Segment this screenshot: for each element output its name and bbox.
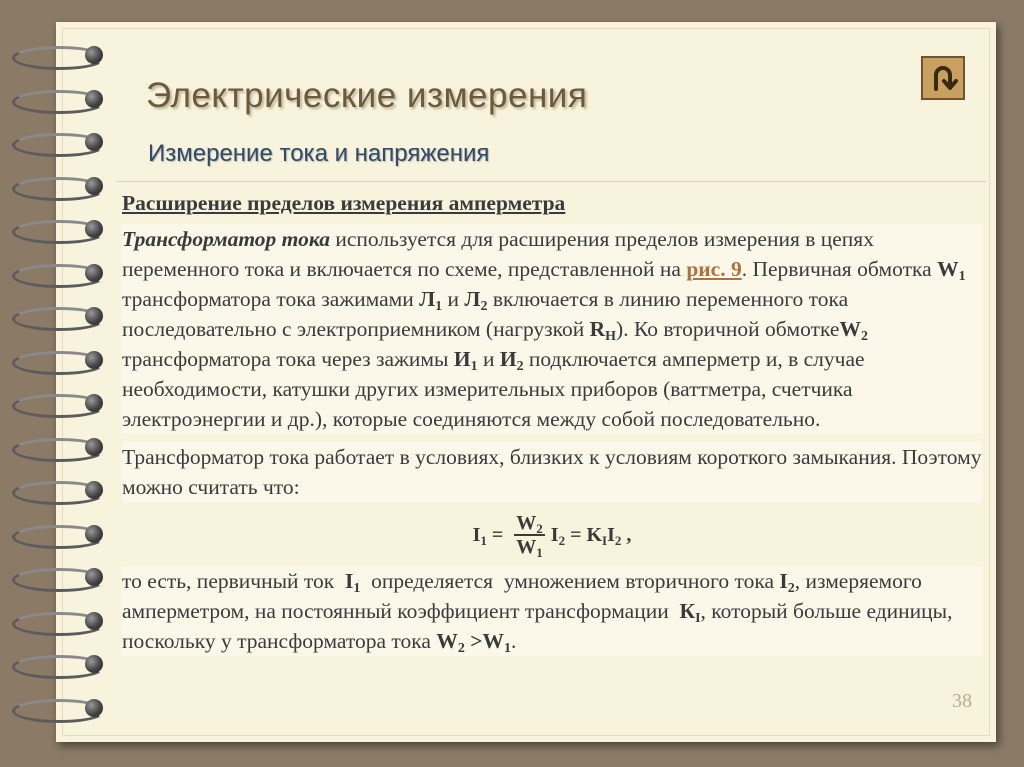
formula-i2-end: $I_2$ bbox=[607, 524, 622, 548]
binding-ring bbox=[12, 127, 108, 157]
formula-k: $K_I$ bbox=[586, 524, 608, 548]
text-run: и bbox=[442, 287, 465, 311]
text-run: трансформатора тока через зажимы bbox=[122, 347, 454, 371]
symbol-i1: $I_1$ bbox=[344, 569, 361, 596]
symbol-i1-terminal: $И_1$ bbox=[453, 347, 478, 374]
term-current-transformer: Трансформатор тока bbox=[122, 227, 330, 251]
text-run: включается в линию переменного тока последовательно с электроприемником (нагрузкой bbox=[122, 287, 849, 341]
lecture-content bbox=[122, 188, 982, 656]
binding-ring bbox=[12, 432, 108, 462]
page-title: Электрические измерения bbox=[146, 76, 588, 115]
paragraph-short-circuit: Трансформатор тока работает в условиях, близких к условиям короткого замыкания. Поэтому можно считать что: bbox=[122, 442, 982, 502]
return-button[interactable] bbox=[921, 56, 965, 100]
symbol-w2: $W_2$ bbox=[839, 317, 868, 344]
symbol-w1: $W_1$ bbox=[482, 629, 511, 656]
text-run: трансформатора тока зажимами bbox=[122, 287, 420, 311]
figure-9-link[interactable]: рис. 9 bbox=[686, 257, 742, 281]
formula-equals: = bbox=[486, 524, 509, 546]
header-divider bbox=[116, 181, 986, 182]
text-run: определяется умножением вторичного тока bbox=[360, 569, 780, 593]
text-run: и bbox=[477, 347, 500, 371]
symbol-l2: $Л_2$ bbox=[464, 287, 488, 314]
text-run: ). Ко вторичной обмотке bbox=[616, 317, 840, 341]
binding-ring bbox=[12, 214, 108, 244]
binding-ring bbox=[12, 301, 108, 331]
text-run: используется для расширения пределов измерения в цепях переменного тока и включается по схеме, представленной на bbox=[122, 227, 874, 281]
binding-ring bbox=[12, 693, 108, 723]
binding-ring bbox=[12, 40, 108, 70]
symbol-l1: $Л_1$ bbox=[419, 287, 443, 314]
symbol-i2-terminal: $И_2$ bbox=[499, 347, 524, 374]
formula-equals: = bbox=[565, 524, 587, 546]
text-run: , который больше единицы, поскольку у трансформатора тока bbox=[122, 599, 953, 653]
symbol-w1: $W_1$ bbox=[937, 257, 966, 284]
binding-ring bbox=[12, 84, 108, 114]
binding-ring bbox=[12, 171, 108, 201]
text-run: подключается амперметр и, в случае необходимости, катушки других измерительных приборов (ваттметра, счетчика электроэнергии и др.), которые соединяются между собой последовательно. bbox=[122, 347, 865, 431]
formula-i2: $I_2$ bbox=[550, 524, 566, 548]
binding-ring bbox=[12, 475, 108, 505]
greater-than-sign: > bbox=[464, 629, 483, 653]
binding-ring bbox=[12, 388, 108, 418]
symbol-rn: $R_Н$ bbox=[589, 317, 617, 344]
symbol-ki: $К_I$ bbox=[679, 599, 701, 626]
text-run: то есть, первичный ток bbox=[122, 569, 345, 593]
text-run: . Первичная обмотка bbox=[741, 257, 938, 281]
formula-fraction: $\frac{W_2}{W_1}$ bbox=[516, 512, 543, 560]
formula-current-ratio bbox=[122, 506, 982, 564]
section-heading: Расширение пределов измерения амперметра bbox=[122, 191, 566, 215]
formula-comma: , bbox=[621, 524, 632, 546]
symbol-i2: $I_2$ bbox=[779, 569, 795, 596]
paragraph-conclusion bbox=[122, 566, 982, 656]
binding-ring bbox=[12, 649, 108, 679]
binding-ring bbox=[12, 345, 108, 375]
page-subtitle: Измерение тока и напряжения bbox=[148, 140, 490, 167]
binding-ring bbox=[12, 519, 108, 549]
formula-lhs: $I_1$ bbox=[472, 524, 487, 548]
paragraph-current-transformer bbox=[122, 224, 982, 434]
binding-ring bbox=[12, 562, 108, 592]
text-run: , измеряемого амперметром, на постоянный коэффициент трансформации bbox=[122, 569, 928, 623]
page-number: 38 bbox=[952, 690, 972, 712]
binding-ring bbox=[12, 606, 108, 636]
u-turn-return-icon bbox=[927, 62, 959, 94]
binding-ring bbox=[12, 258, 108, 288]
text-run: . bbox=[510, 629, 517, 653]
symbol-w2: $W_2$ bbox=[436, 629, 465, 656]
